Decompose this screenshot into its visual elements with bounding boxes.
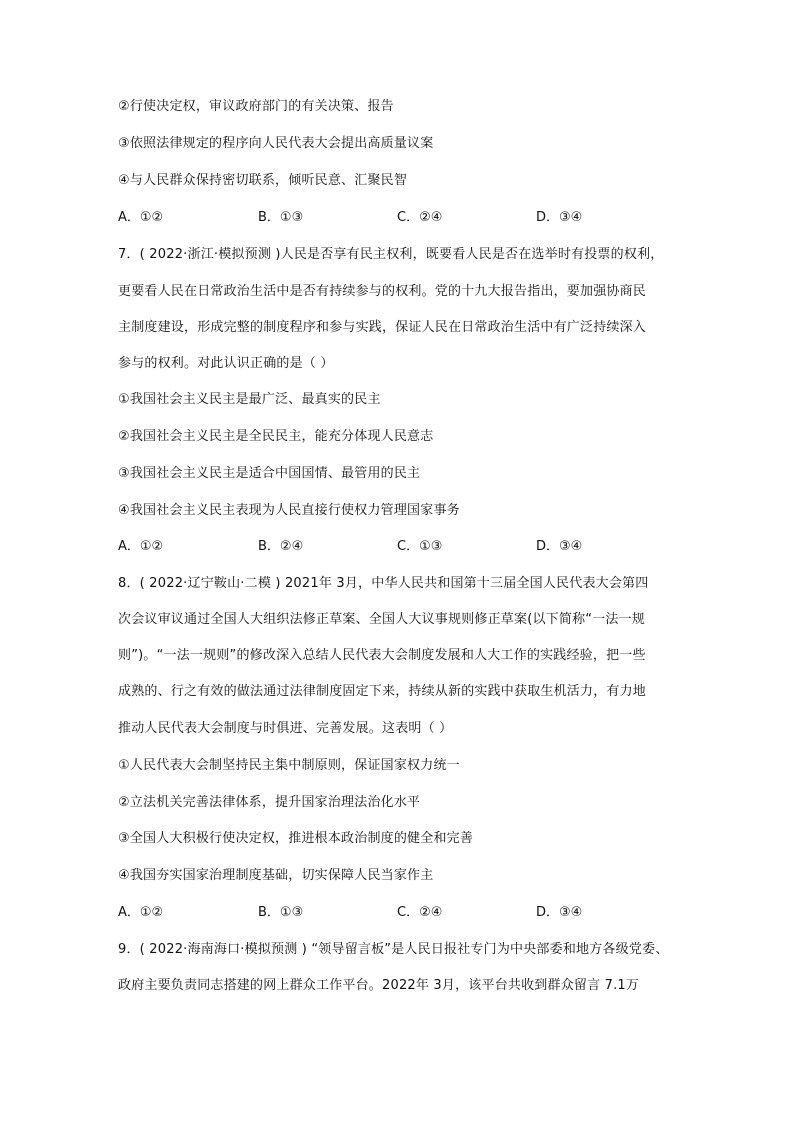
q7-stem-line-2: 更要看人民在日常政治生活中是否有持续参与的权利。党的十九大报告指出，要加强协商民 [118,284,647,299]
q8-stem-line-1: 8．( 2022·辽宁鞍山·二模 ) 2021年 3月，中华人民共和国第十三届全国人民代表大会第四 [118,576,649,591]
q7-option-a: A．①② [118,539,164,554]
q8-item-3: ③全国人大积极行使决定权，推进根本政治制度的健全和完善 [118,831,474,846]
q8-stem-line-2: 次会议审议通过全国人大组织法修正草案、全国人大议事规则修正草案(以下简称“一法一规 [118,612,646,627]
q8-option-a: A．①② [118,905,164,920]
q7-item-4: ④我国社会主义民主表现为人民直接行使权力管理国家事务 [118,503,460,518]
q8-option-b: B．①③ [258,905,304,920]
q7-option-d: D．③④ [536,539,583,554]
q8-option-d: D．③④ [536,905,583,920]
q6-option-b: B．①③ [258,210,304,225]
q6-item-4: ④与人民群众保持密切联系，倾听民意、汇聚民智 [118,173,408,188]
q7-item-3: ③我国社会主义民主是适合中国国情、最管用的民主 [118,466,421,481]
q6-option-a: A．①② [118,210,164,225]
q8-option-c: C．②④ [397,905,443,920]
q7-item-1: ①我国社会主义民主是最广泛、最真实的民主 [118,392,381,407]
q8-stem-line-5: 推动人民代表大会制度与时俱进、完善发展。这表明（ ） [118,721,453,736]
q7-options [118,538,718,556]
q6-item-3: ③依照法律规定的程序向人民代表大会提出高质量议案 [118,136,434,151]
q7-stem-line-1: 7．( 2022·浙江·模拟预测 )人民是否享有民主权利，既要看人民是否在选举时有投票的权利， [118,247,664,262]
q6-option-d: D．③④ [536,210,583,225]
q6-options [118,209,718,227]
q8-stem-line-4: 成熟的、行之有效的做法通过法律制度固定下来，持续从新的实践中获取生机活力，有力地 [118,684,647,699]
q8-options [118,904,718,922]
q8-item-4: ④我国夯实国家治理制度基础，切实保障人民当家作主 [118,868,434,883]
q7-stem-line-3: 主制度建设，形成完整的制度程序和参与实践，保证人民在日常政治生活中有广泛持续深入 [118,320,647,335]
q9-stem-line-2: 政府主要负责同志搭建的网上群众工作平台。2022年 3月，该平台共收到群众留言 7.1万 [118,978,640,993]
q8-item-2: ②立法机关完善法律体系，提升国家治理法治化水平 [118,795,421,810]
q9-stem-line-1: 9．( 2022·海南海口·模拟预测 ) “领导留言板”是人民日报社专门为中央部委和地方各级党委、 [118,942,669,957]
q7-item-2: ②我国社会主义民主是全民民主，能充分体现人民意志 [118,429,434,444]
q7-option-b: B．②④ [258,539,304,554]
q8-stem-line-3: 则”)。“一法一规则”的修改深入总结人民代表大会制度发展和人大工作的实践经验，把一些 [118,648,646,663]
q8-item-1: ①人民代表大会制坚持民主集中制原则，保证国家权力统一 [118,758,460,773]
q7-stem-line-4: 参与的权利。对此认识正确的是（ ） [118,356,334,371]
q6-option-c: C．②④ [397,210,443,225]
q6-item-2: ②行使决定权，审议政府部门的有关决策、报告 [118,99,394,114]
q7-option-c: C．①③ [397,539,443,554]
